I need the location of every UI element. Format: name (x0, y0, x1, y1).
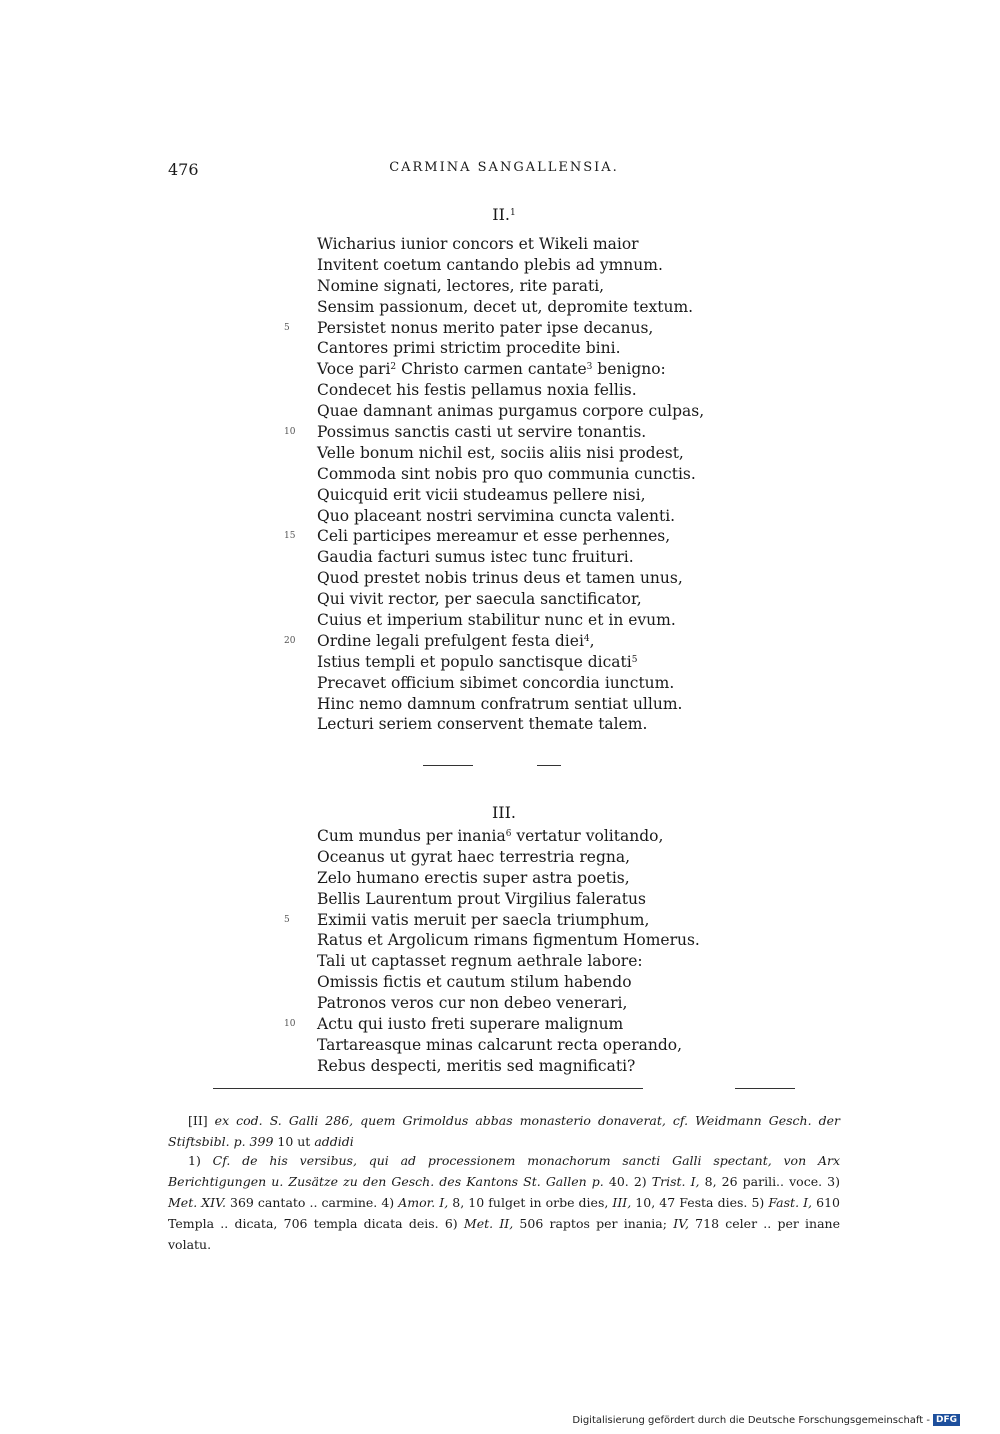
verse-text (317, 673, 674, 694)
verse-line (270, 993, 770, 1014)
poem-ii (270, 234, 770, 735)
section-separator (423, 765, 473, 766)
verse-segment: Quo placeant nostri servimina cuncta valenti. (317, 506, 676, 525)
verse-text (317, 930, 700, 951)
verse-line (270, 526, 770, 547)
verse-text (317, 422, 646, 443)
verse-segment: Oceanus ut gyrat haec terrestria regna, (317, 847, 631, 866)
verse-segment: Eximii vatis meruit per saecla triumphum, (317, 910, 650, 929)
verse-segment: Quicquid erit vicii studeamus pellere nisi, (317, 485, 646, 504)
verse-line (270, 652, 770, 673)
verse-segment: vertatur volitando, (511, 827, 664, 845)
verse-text (317, 506, 675, 527)
verse-text (317, 993, 627, 1014)
poem-ii-heading-text: II. (492, 205, 510, 224)
poem-iii-heading (168, 803, 840, 822)
page-number: 476 (168, 160, 199, 179)
verse-text (317, 1056, 635, 1077)
note-run: Amor. I, (398, 1195, 449, 1210)
verse-text (317, 951, 643, 972)
verse-line (270, 826, 770, 847)
verse-segment: Cantores primi strictim procedite bini. (317, 339, 621, 358)
line-number: 10 (284, 1019, 296, 1030)
verse-line (270, 297, 770, 318)
footnote-marker: 6 (505, 829, 512, 839)
verse-line (270, 568, 770, 589)
verse-line (270, 401, 770, 422)
note-run: 10, 47 Festa dies. 5) (631, 1195, 769, 1210)
verse-segment: Bellis Laurentum prout Virgilius faleratus (317, 889, 646, 908)
verse-line (270, 380, 770, 401)
verse-line (270, 338, 770, 359)
note-run: 40. 2) (603, 1174, 652, 1189)
poem-iii-heading-text: III. (491, 803, 517, 822)
verse-line (270, 1035, 770, 1056)
verse-segment: Commoda sint nobis pro quo communia cunctis. (317, 464, 696, 483)
verse-line (270, 234, 770, 255)
line-number: 5 (284, 322, 290, 333)
note-run: 1) (188, 1153, 213, 1168)
verse-line (270, 485, 770, 506)
verse-segment: Lecturi seriem conservent themate talem. (317, 715, 648, 734)
verse-segment: Actu qui iusto freti superare malignum (317, 1015, 624, 1034)
verse-segment: Precavet officium sibimet concordia iunctum. (317, 673, 675, 692)
verse-text (317, 652, 637, 673)
line-number: 15 (284, 531, 296, 542)
note-run: Trist. I, (651, 1174, 700, 1189)
verse-line (270, 1014, 770, 1035)
verse-line (270, 610, 770, 631)
verse-segment: Gaudia facturi sumus istec tunc fruituri. (317, 548, 634, 567)
verse-text (317, 568, 683, 589)
verse-text (317, 443, 684, 464)
footnote-marker: 4 (583, 633, 590, 644)
verse-segment: Voce pari (317, 360, 391, 379)
verse-line (270, 359, 770, 380)
verse-line (270, 1056, 770, 1077)
note-run: [II] (188, 1113, 215, 1128)
verse-text (317, 547, 634, 568)
verse-text (317, 868, 630, 889)
verse-segment: benigno: (592, 360, 666, 379)
dfg-logo: DFG (933, 1414, 960, 1426)
verse-text (317, 694, 682, 715)
footnotes (168, 1150, 840, 1255)
verse-text (317, 338, 621, 359)
verse-text (317, 631, 595, 652)
verse-text (317, 485, 646, 506)
verse-segment: Cum mundus per inania (317, 827, 506, 845)
verse-text (317, 234, 639, 255)
verse-segment: Velle bonum nichil est, sociis aliis nisi prodest, (317, 443, 684, 462)
verse-segment: Celi participes mereamur et esse perhennes, (317, 527, 671, 546)
verse-line (270, 910, 770, 931)
verse-text (317, 318, 653, 339)
note-run: ex cod. S. Galli 286, quem Grimoldus abbas monasterio donaverat, cf. Weidmann Gesch. der Stiftsbibl. p. 399 (168, 1113, 840, 1149)
note-run: 610 Templa .. dicata, 706 templa dicata deis. 6) (168, 1195, 840, 1231)
verse-line (270, 547, 770, 568)
verse-line (270, 868, 770, 889)
verse-text (317, 589, 642, 610)
verse-segment: Condecet his festis pellamus noxia fellis. (317, 381, 637, 400)
verse-segment: Tali ut captasset regnum aethrale labore: (317, 952, 643, 971)
verse-line (270, 255, 770, 276)
verse-segment: Ordine legali prefulgent festa diei (317, 631, 584, 650)
verse-text (317, 464, 696, 485)
note-run: 369 cantato .. carmine. 4) (225, 1195, 399, 1210)
footnote-rule (735, 1088, 795, 1089)
note-run: 506 raptos per inania; (513, 1216, 674, 1231)
verse-text (317, 1035, 682, 1056)
verse-segment: Patronos veros cur non debeo venerari, (317, 994, 628, 1013)
footnote-rule (213, 1088, 643, 1089)
verse-segment: , (589, 631, 595, 650)
verse-segment: Possimus sanctis casti ut servire tonantis. (317, 423, 647, 442)
credit-text: Digitalisierung gefördert durch die Deutsche Forschungsgemeinschaft - (572, 1414, 930, 1426)
verse-segment: Invitent coetum cantando plebis ad ymnum. (317, 255, 663, 274)
line-number: 20 (284, 635, 296, 646)
verse-text (317, 714, 647, 735)
verse-segment: Istius templi et populo sanctisque dicati (317, 652, 632, 671)
line-number: 5 (284, 914, 290, 925)
verse-line (270, 972, 770, 993)
verse-text (317, 526, 670, 547)
verse-segment: Zelo humano erectis super astra poetis, (317, 868, 630, 887)
verse-text (317, 889, 646, 910)
verse-line (270, 847, 770, 868)
verse-segment: Ratus et Argolicum rimans figmentum Homerus. (317, 931, 700, 950)
verse-line (270, 714, 770, 735)
digitization-credit (572, 1414, 960, 1426)
verse-segment: Cuius et imperium stabilitur nunc et in evum. (317, 611, 676, 630)
running-head (168, 160, 840, 184)
note-run: addidi (314, 1134, 354, 1149)
verse-line (270, 694, 770, 715)
note-run: III, (612, 1195, 632, 1210)
note-run: Fast. I, (768, 1195, 813, 1210)
poem-ii-heading-note: 1 (510, 208, 516, 218)
verse-text (317, 359, 666, 380)
verse-line (270, 318, 770, 339)
verse-text (317, 401, 704, 422)
verse-segment: Wicharius iunior concors et Wikeli maior (317, 235, 639, 253)
verse-text (317, 297, 693, 318)
verse-line (270, 464, 770, 485)
verse-line (270, 951, 770, 972)
note-run: 10 ut (273, 1134, 315, 1149)
verse-text (317, 910, 649, 931)
note-run: IV, (673, 1216, 689, 1231)
section-separator (537, 765, 561, 766)
verse-line (270, 443, 770, 464)
verse-text (317, 380, 637, 401)
verse-line (270, 422, 770, 443)
verse-segment: Christo carmen cantate (396, 360, 587, 379)
verse-text (317, 826, 663, 847)
verse-segment: Hinc nemo damnum confratrum sentiat ullum. (317, 694, 683, 713)
verse-line (270, 673, 770, 694)
verse-segment: Persistet nonus merito pater ipse decanus, (317, 318, 654, 337)
verse-text (317, 972, 632, 993)
footnotes-paragraph (168, 1150, 840, 1255)
critical-apparatus (168, 1110, 840, 1152)
verse-line (270, 631, 770, 652)
verse-text (317, 1014, 623, 1035)
footnote-marker: 3 (586, 362, 593, 373)
footnote-marker: 5 (631, 654, 638, 665)
note-run: Met. II, (463, 1216, 514, 1231)
verse-line (270, 589, 770, 610)
verse-segment: Nomine signati, lectores, rite parati, (317, 276, 605, 295)
verse-segment: Tartareasque minas calcarunt recta operando, (317, 1035, 683, 1054)
verse-segment: Qui vivit rector, per saecula sanctificator, (317, 590, 642, 609)
verse-line (270, 276, 770, 297)
verse-segment: Sensim passionum, decet ut, depromite textum. (317, 297, 694, 316)
verse-line (270, 930, 770, 951)
poem-iii (270, 826, 770, 1077)
verse-segment: Quae damnant animas purgamus corpore culpas, (317, 402, 705, 421)
verse-text (317, 610, 676, 631)
verse-text (317, 255, 663, 276)
note-run: 8, 26 parili.. voce. 3) (699, 1174, 840, 1189)
verse-line (270, 506, 770, 527)
note-run: 718 celer .. per inane volatu. (168, 1216, 841, 1252)
line-number: 10 (284, 427, 296, 438)
note-run: Cf. de his versibus, qui ad processionem monachorum sancti Galli spectant, von Arx Berichtigungen u. Zusätze zu den Gesch. des Kantons St. Gallen p. (168, 1153, 840, 1189)
verse-segment: Quod prestet nobis trinus deus et tamen unus, (317, 569, 683, 588)
apparatus-paragraph (168, 1110, 840, 1152)
verse-segment: Omissis fictis et cautum stilum habendo (317, 973, 632, 992)
verse-text (317, 276, 604, 297)
poem-ii-heading (168, 205, 840, 224)
verse-line (270, 889, 770, 910)
note-run: 8, 10 fulget in orbe dies, (448, 1195, 613, 1210)
footnote-marker: 2 (390, 362, 397, 373)
running-title: CARMINA SANGALLENSIA. (389, 160, 619, 175)
verse-segment: Rebus despecti, meritis sed magnificati? (317, 1056, 636, 1075)
note-run: Met. XIV. (168, 1195, 226, 1210)
verse-text (317, 847, 630, 868)
